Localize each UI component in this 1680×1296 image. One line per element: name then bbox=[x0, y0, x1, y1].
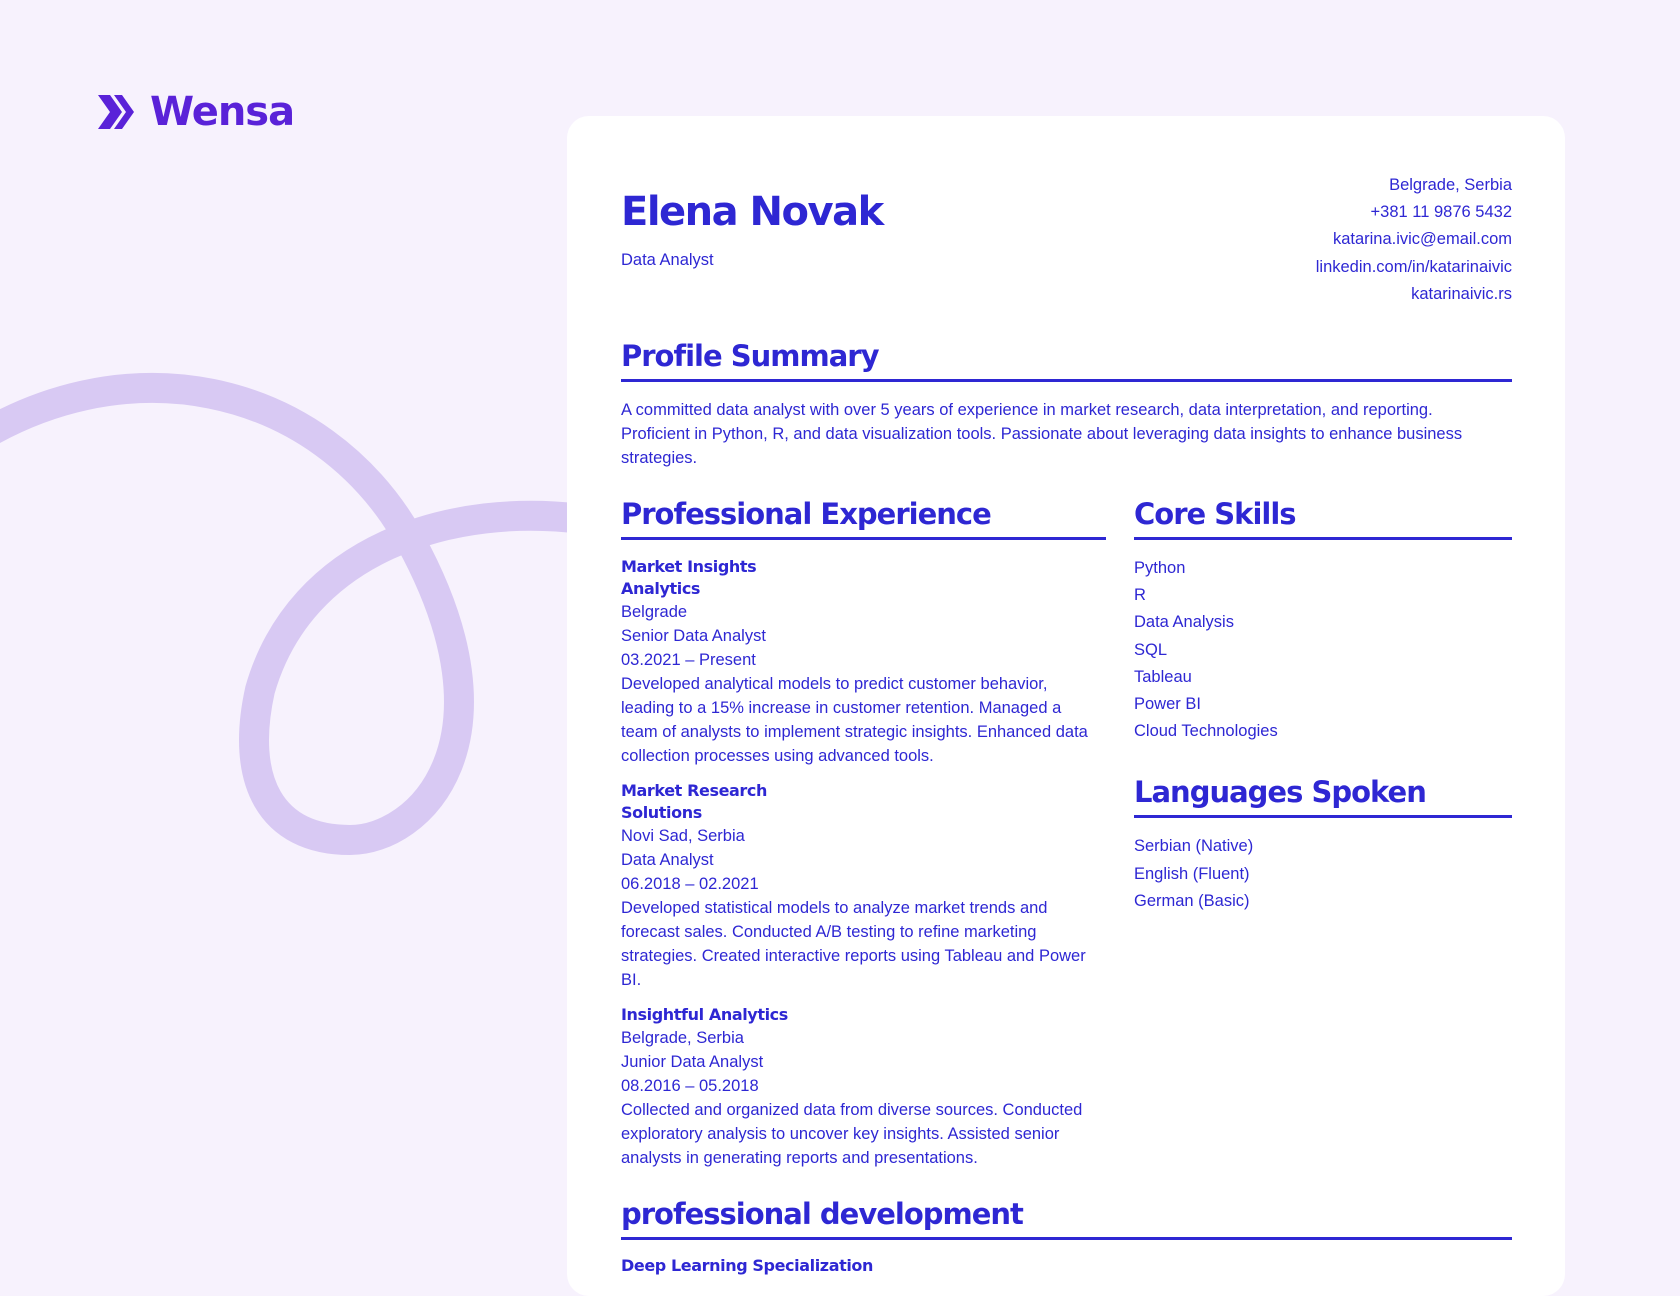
job-location: Belgrade, Serbia bbox=[621, 1029, 744, 1047]
job-entry bbox=[621, 1004, 1106, 1170]
skill-item: Cloud Technologies bbox=[1134, 722, 1278, 741]
brand-logo bbox=[96, 89, 295, 135]
section-title-languages: Languages Spoken bbox=[1134, 778, 1512, 818]
job-description: Collected and organized data from diverse sources. Conducted exploratory analysis to uncover key insights. Assisted senior analysts in generating reports and presentations. bbox=[621, 1101, 1083, 1167]
resume-card bbox=[567, 116, 1565, 1296]
experience-section bbox=[621, 497, 1106, 1170]
brand-name: Wensa bbox=[150, 89, 295, 135]
contact-email: katarina.ivic@email.com bbox=[1332, 230, 1512, 249]
job-company: Market Insights Analytics bbox=[621, 557, 757, 598]
contact-website: katarinaivic.rs bbox=[1411, 284, 1512, 303]
skill-item: Tableau bbox=[1134, 667, 1192, 686]
section-title-skills: Core Skills bbox=[1134, 500, 1512, 540]
languages-section bbox=[1134, 775, 1512, 915]
double-chevron-right-icon bbox=[96, 92, 136, 132]
contact-linkedin: linkedin.com/in/katarinaivic bbox=[1315, 257, 1512, 276]
skill-item: Power BI bbox=[1134, 695, 1201, 714]
candidate-title: Data Analyst bbox=[621, 251, 714, 269]
job-description: Developed statistical models to analyze market trends and forecast sales. Conducted A/B testing to refine marketing strategies. Created interactive reports using Tableau and Power BI. bbox=[621, 899, 1086, 989]
skill-item: SQL bbox=[1134, 640, 1168, 659]
job-company: Insightful Analytics bbox=[621, 1005, 788, 1024]
job-dates: 08.2016 – 05.2018 bbox=[621, 1077, 759, 1095]
job-entry bbox=[621, 780, 1106, 992]
development-section bbox=[621, 1197, 1512, 1275]
skill-item: Python bbox=[1134, 559, 1186, 577]
contact-location: Belgrade, Serbia bbox=[1389, 176, 1512, 194]
skill-item: Data Analysis bbox=[1134, 613, 1234, 632]
job-role: Junior Data Analyst bbox=[621, 1053, 764, 1071]
contact-info bbox=[1316, 172, 1512, 308]
job-role: Data Analyst bbox=[621, 851, 714, 869]
profile-summary-section bbox=[621, 339, 1512, 470]
resume-columns bbox=[621, 497, 1512, 1170]
job-dates: 06.2018 – 02.2021 bbox=[621, 875, 759, 893]
job-dates: 03.2021 – Present bbox=[621, 651, 756, 669]
section-title-development: professional development bbox=[621, 1200, 1512, 1240]
summary-text: A committed data analyst with over 5 years of experience in market research, data interpretation, and reporting. Proficient in Python, R, and data visualization tools. Passionate about leveraging data insights to enhance business strategies. bbox=[621, 401, 1463, 467]
job-company: Market Research Solutions bbox=[621, 781, 768, 822]
language-item: German (Basic) bbox=[1134, 891, 1250, 910]
resume-header bbox=[621, 164, 1512, 342]
section-title-summary: Profile Summary bbox=[621, 342, 1512, 382]
skill-item: R bbox=[1134, 586, 1146, 605]
section-title-experience: Professional Experience bbox=[621, 500, 1106, 540]
right-column bbox=[1134, 497, 1512, 1170]
job-location: Novi Sad, Serbia bbox=[621, 827, 745, 845]
skills-list bbox=[1134, 555, 1512, 745]
development-item: Deep Learning Specialization bbox=[621, 1256, 874, 1275]
skills-section bbox=[1134, 497, 1512, 745]
candidate-name: Elena Novak bbox=[621, 189, 883, 235]
languages-list bbox=[1134, 833, 1512, 915]
job-entry bbox=[621, 556, 1106, 768]
job-description: Developed analytical models to predict customer behavior, leading to a 15% increase in customer retention. Managed a team of analysts to implement strategic insights. Enhanced data collection processes using advanced tools. bbox=[621, 675, 1088, 765]
decorative-swirl bbox=[0, 360, 580, 880]
job-role: Senior Data Analyst bbox=[621, 627, 766, 645]
language-item: English (Fluent) bbox=[1134, 864, 1250, 883]
language-item: Serbian (Native) bbox=[1134, 837, 1254, 856]
job-location: Belgrade bbox=[621, 603, 688, 621]
contact-phone: +381 11 9876 5432 bbox=[1370, 203, 1512, 222]
